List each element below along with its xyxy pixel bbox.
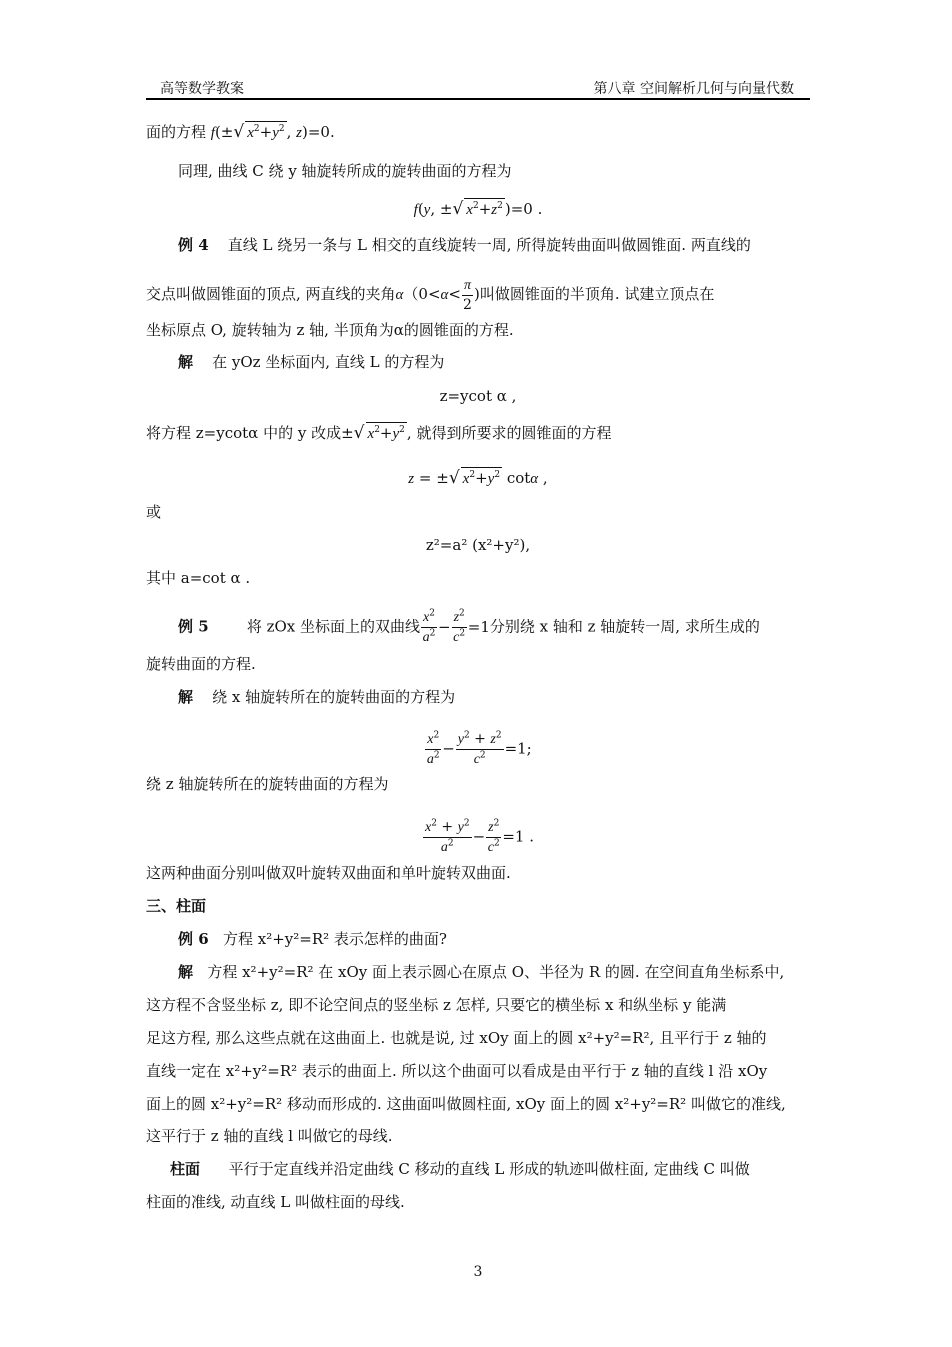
formula-cone: z = ±√ $x^2+y^2$ cotα , bbox=[408, 468, 548, 488]
cylinder-label: 柱面 bbox=[170, 1160, 201, 1178]
formula-hyperbola: $\frac{x^2}{a^2}$ − $\frac{z^2}{c^2}$ =1 bbox=[422, 608, 490, 645]
solution-5-line-2: 绕 z 轴旋转所在的旋转曲面的方程为 bbox=[146, 775, 389, 793]
solution-6-line-4: 直线一定在 x²+y²=R² 表示的曲面上. 所以这个曲面可以看成是由平行于 z 轴的直线 l 沿 xOy bbox=[146, 1062, 768, 1080]
header-left: 高等数学教案 bbox=[160, 81, 244, 97]
solution-4-line-2: 将方程 z=ycotα 中的 y 改成±√ $x^2+y^2$ , 就得到所要求的圆锥面的方程 bbox=[146, 423, 612, 443]
solution-label: 解 bbox=[178, 353, 194, 371]
example-4-label: 例 4 bbox=[178, 236, 209, 254]
line-2: 同理, 曲线 C 绕 y 轴旋转所成的旋转曲面的方程为 bbox=[178, 162, 512, 180]
solution-6-line-2: 这方程不含竖坐标 z, 即不论空间点的竖坐标 z 怎样, 只要它的横坐标 x 和纵坐标 y 能满 bbox=[146, 996, 727, 1014]
solution-6-line-6: 这平行于 z 轴的直线 l 叫做它的母线. bbox=[146, 1127, 393, 1145]
solution-6-line-5: 面上的圆 x²+y²=R² 移动而形成的. 这曲面叫做圆柱面, xOy 面上的圆 x²+y²=R² 叫做它的准线, bbox=[146, 1095, 786, 1113]
header-right: 第八章 空间解析几何与向量代数 bbox=[593, 81, 794, 97]
page-header bbox=[146, 78, 810, 98]
example-6-label: 例 6 bbox=[178, 930, 209, 948]
cylinder-definition-line-2: 柱面的准线, 动直线 L 叫做柱面的母线. bbox=[146, 1193, 405, 1211]
solution-label: 解 bbox=[178, 963, 194, 981]
solution-6-line-3: 足这方程, 那么这些点就在这曲面上. 也就是说, 过 xOy 面上的圆 x²+y²=R², 且平行于 z 轴的 bbox=[146, 1029, 767, 1047]
example-6-line: 例 6 方程 x²+y²=R² 表示怎样的曲面? bbox=[178, 930, 447, 948]
example-4-line-2: 交点叫做圆锥面的顶点, 两直线的夹角α（0<α< $\frac{\pi}{2}$ )叫做圆锥面的半顶角. 试建立顶点在 bbox=[146, 278, 715, 313]
header-rule bbox=[146, 98, 810, 100]
formula-alpha-range: α（0<α< $\frac{\pi}{2}$ ) bbox=[395, 278, 480, 313]
formula-f-y: f(y, ±√ $x^2+z^2$ )=0 . bbox=[413, 199, 543, 219]
page-number: 3 bbox=[473, 1264, 483, 1280]
formula-two-sheet: $\frac{x^2}{a^2}$ − $\frac{y^2 + z^2}{c^2}$ =1; bbox=[426, 730, 532, 767]
formula-z2: z²=a² (x²+y²), bbox=[425, 536, 531, 554]
or-text: 或 bbox=[146, 503, 162, 521]
solution-4-line-1: 解 在 yOz 坐标面内, 直线 L 的方程为 bbox=[178, 353, 445, 371]
cylinder-definition-line-1: 柱面 平行于定直线并沿定曲线 C 移动的直线 L 形成的轨迹叫做柱面, 定曲线 C 叫做 bbox=[170, 1160, 750, 1178]
example-5-label: 例 5 bbox=[178, 617, 209, 636]
example-5-line-2: 旋转曲面的方程. bbox=[146, 655, 256, 673]
solution-5-line-1: 解 绕 x 轴旋转所在的旋转曲面的方程为 bbox=[178, 688, 456, 706]
formula-one-sheet: $\frac{x^2 + y^2}{a^2}$ − $\frac{z^2}{c^2}$ =1 . bbox=[425, 818, 534, 855]
solution-label: 解 bbox=[178, 688, 194, 706]
formula-pm-sqrt: ±√ $x^2+y^2$ bbox=[341, 423, 405, 443]
example-5-line-1: 例 5 将 zOx 坐标面上的双曲线 $\frac{x^2}{a^2}$ − $\frac{z^2}{c^2}$ =1分别绕 x 轴和 z 轴旋转一周, 求所生成的 bbox=[178, 608, 760, 645]
example-4-line-3: 坐标原点 O, 旋转轴为 z 轴, 半顶角为α的圆锥面的方程. bbox=[146, 321, 514, 339]
solution-6-line-1: 解 方程 x²+y²=R² 在 xOy 面上表示圆心在原点 O、半径为 R 的圆. 在空间直角坐标系中, bbox=[178, 963, 785, 981]
solution-5-line-3: 这两种曲面分别叫做双叶旋转双曲面和单叶旋转双曲面. bbox=[146, 864, 511, 882]
formula-f-xy: f(±√ $x^2+y^2$ , z)=0 bbox=[210, 122, 330, 142]
example-4-line-1: 例 4 直线 L 绕另一条与 L 相交的直线旋转一周, 所得旋转曲面叫做圆锥面. 两直线的 bbox=[178, 236, 751, 254]
formula-z-ycot: z=ycot α , bbox=[439, 387, 517, 405]
line-1: 面的方程 f(±√ $x^2+y^2$ , z)=0. bbox=[146, 122, 335, 142]
where-text: 其中 a=cot α . bbox=[146, 569, 251, 587]
section-3-heading: 三、柱面 bbox=[146, 897, 207, 915]
